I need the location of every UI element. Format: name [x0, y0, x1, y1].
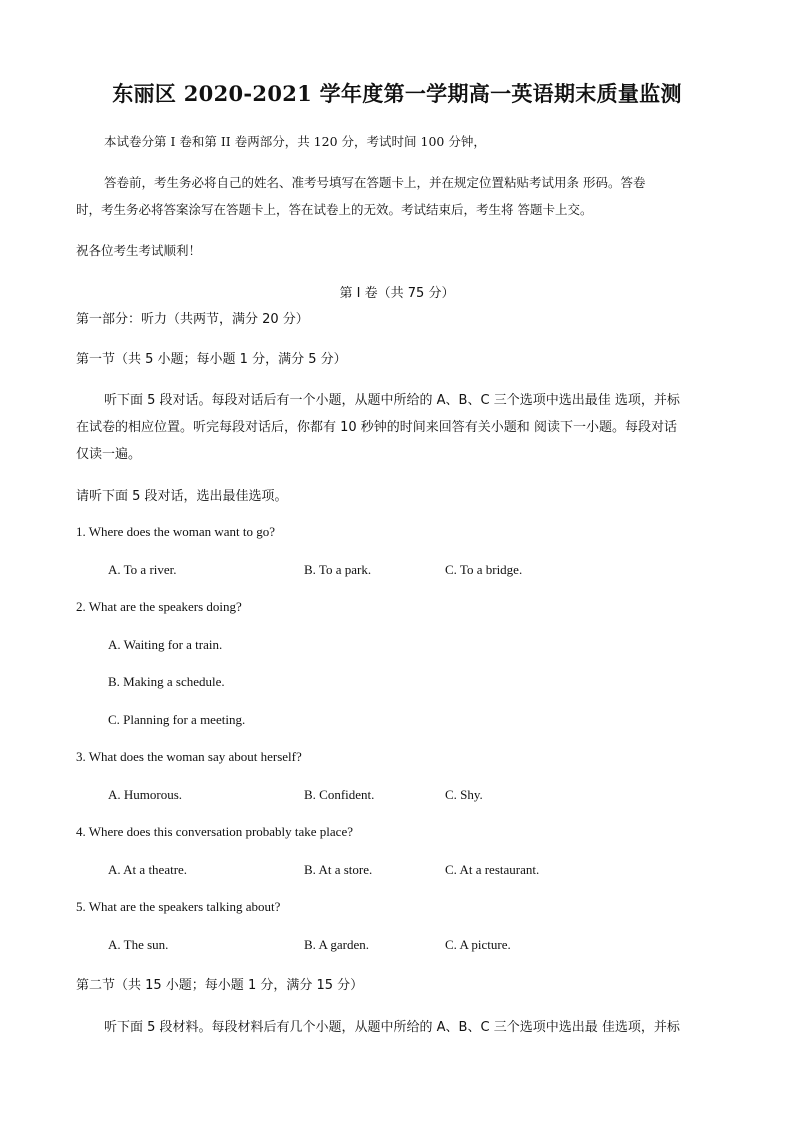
section1-title: 第一部分：听力（共两节，满分 20 分） [76, 312, 309, 327]
question-2: 2. What are the speakers doing? [76, 599, 242, 614]
sub1-title: 第一节（共 5 小题；每小题 1 分，满分 5 分） [76, 352, 347, 367]
question-5-option-b: B. A garden. [304, 937, 369, 952]
question-1-option-b: B. To a park. [304, 562, 372, 577]
question-1: 1. Where does the woman want to go? [76, 524, 276, 539]
sub1-instr-line-3: 仅读一遍。 [76, 447, 142, 462]
question-3-option-b: B. Confident. [304, 787, 375, 802]
question-5-option-a: A. The sun. [108, 937, 169, 952]
question-1-option-a: A. To a river. [108, 562, 177, 577]
question-2-option-a: A. Waiting for a train. [108, 637, 223, 652]
intro-line-2a: 答卷前，考生务必将自己的姓名、准考号填写在答题卡上，并在规定位置粘贴考试用条 形码。答卷 [104, 175, 646, 190]
sub2-title: 第二节（共 15 小题；每小题 1 分，满分 15 分） [76, 978, 364, 993]
question-3: 3. What does the woman say about herself? [76, 749, 302, 764]
listen-prompt: 请听下面 5 段对话，选出最佳选项。 [76, 489, 288, 504]
question-2-option-c: C. Planning for a meeting. [108, 712, 246, 727]
sub1-instr-line-1: 听下面 5 段对话。每段对话后有一个小题，从题中所给的 A、B、C 三个选项中选出最佳 选项，并标 [104, 393, 680, 408]
page-title: 东丽区 2020-2021 学年度第一学期高一英语期末质量监测 [112, 81, 682, 106]
intro-line-1: 本试卷分第 I 卷和第 II 卷两部分，共 120 分，考试时间 100 分钟， [104, 134, 486, 149]
question-3-option-a: A. Humorous. [108, 787, 183, 802]
question-3-option-c: C. Shy. [445, 787, 483, 802]
part1-header: 第 I 卷（共 75 分） [339, 286, 455, 301]
question-4-option-a: A. At a theatre. [108, 862, 188, 877]
sub1-instr-line-2: 在试卷的相应位置。听完每段对话后，你都有 10 秒钟的时间来回答有关小题和 阅读下一小题。每段对话 [76, 420, 677, 435]
question-5-option-c: C. A picture. [445, 937, 511, 952]
question-4-option-c: C. At a restaurant. [445, 862, 540, 877]
question-4-option-b: B. At a store. [304, 862, 373, 877]
intro-line-3: 祝各位考生考试顺利！ [76, 243, 202, 258]
question-4: 4. Where does this conversation probably take place? [76, 824, 353, 839]
sub2-instr-line-1: 听下面 5 段材料。每段材料后有几个小题，从题中所给的 A、B、C 三个选项中选出最 佳选项，并标 [104, 1020, 680, 1035]
intro-line-2b: 时，考生务必将答案涂写在答题卡上，答在试卷上的无效。考试结束后，考生将 答题卡上交。 [76, 202, 593, 217]
question-1-option-c: C. To a bridge. [445, 562, 523, 577]
question-5: 5. What are the speakers talking about? [76, 899, 281, 914]
question-2-option-b: B. Making a schedule. [108, 674, 225, 689]
